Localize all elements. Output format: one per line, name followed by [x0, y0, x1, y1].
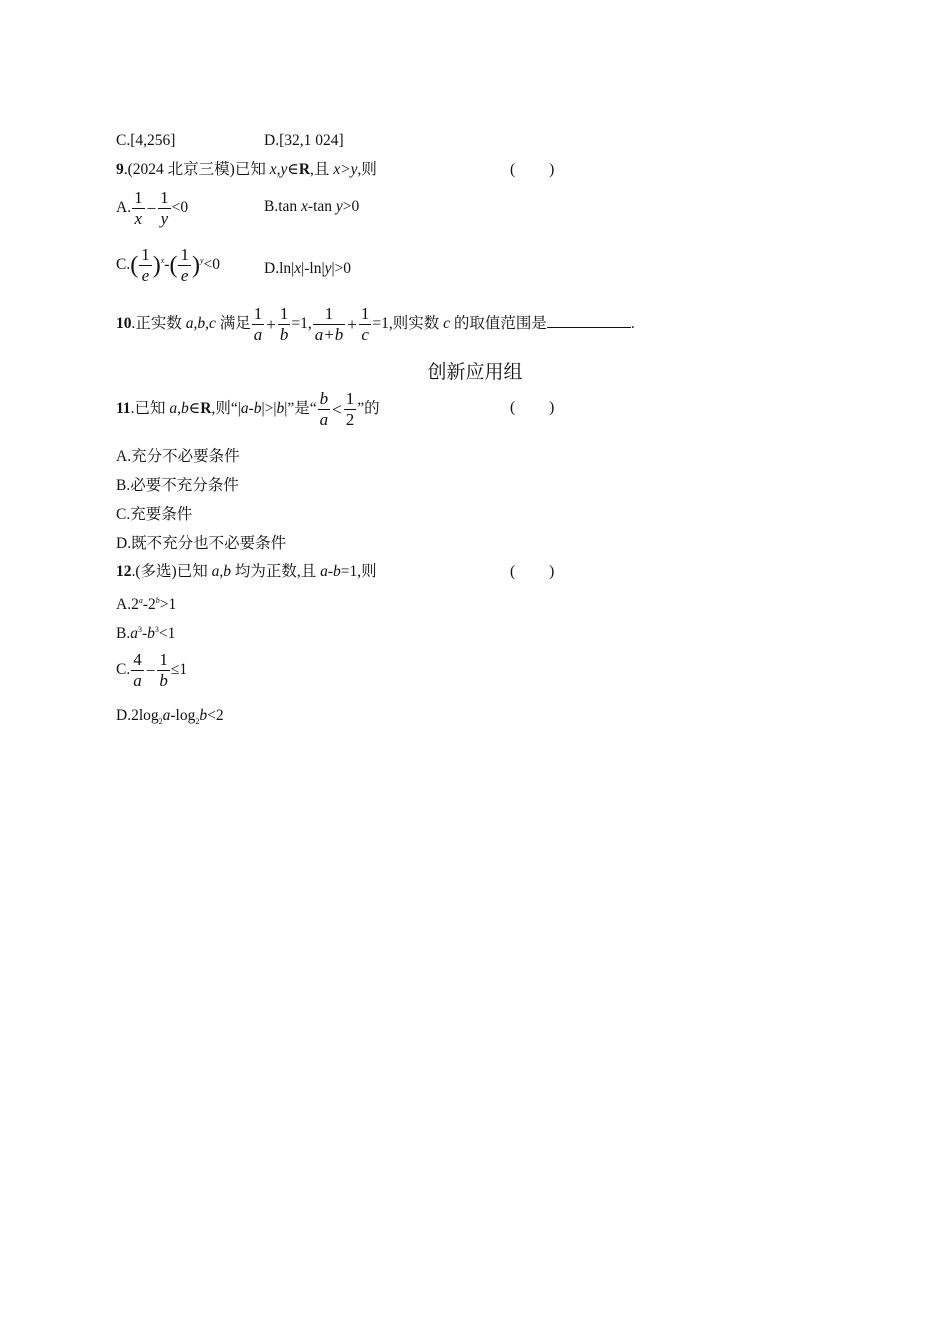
q12-stem-text: 均为正数,且	[230, 563, 321, 580]
q9-stem	[116, 160, 377, 180]
denominator: b	[159, 671, 168, 690]
q9-condition: x>y	[333, 161, 358, 178]
q8-option-c: C.[4,256]	[116, 132, 176, 149]
numerator: 1	[180, 245, 189, 264]
denominator: 2	[345, 410, 355, 429]
option-text: B.tan	[264, 198, 302, 215]
fraction	[344, 389, 357, 430]
fraction	[132, 188, 145, 229]
left-paren: (	[169, 252, 178, 279]
less-than: <	[332, 399, 342, 419]
relation: ≤1	[170, 661, 188, 679]
q11-set-r: R	[200, 400, 212, 418]
q10-stem	[116, 304, 635, 345]
denominator: a	[319, 410, 329, 429]
paren-close: )	[549, 563, 555, 580]
paren-close: )	[549, 399, 555, 416]
option-label: B.	[116, 625, 131, 643]
var-y: y	[335, 198, 343, 215]
q12-stem	[116, 562, 377, 582]
q11-stem	[116, 389, 380, 430]
exponent: 3	[154, 625, 159, 634]
relation: <2	[207, 707, 224, 724]
q12-vars: a,b	[211, 563, 231, 580]
fraction	[158, 188, 171, 229]
relation: >0	[342, 198, 360, 215]
option-label: A.	[116, 199, 132, 217]
fraction	[157, 650, 170, 691]
q11-stem-text: |”是“	[284, 400, 317, 418]
denominator: b	[279, 325, 289, 344]
relation: |>0	[331, 260, 352, 277]
q12-answer-paren[interactable]	[510, 562, 554, 582]
answer-blank[interactable]	[547, 313, 631, 328]
relation: <1	[158, 625, 176, 643]
right-paren: )	[152, 252, 161, 279]
numerator: 1	[360, 304, 370, 323]
q11-vars: a,b	[169, 400, 189, 418]
q12-stem-text: =1,则	[340, 563, 377, 580]
option-text: -2	[142, 596, 156, 614]
paren-open: (	[510, 563, 516, 580]
question-number: 12	[116, 563, 132, 580]
numerator: b	[319, 389, 329, 408]
q9-stem-mid: ,且	[310, 161, 334, 178]
fraction	[278, 304, 291, 345]
q10-vars: a,b,c	[185, 315, 216, 333]
log-base: 2	[158, 717, 163, 727]
q12-option-a	[116, 591, 176, 615]
equation-text: =1,则实数	[372, 315, 444, 333]
fraction	[131, 650, 144, 691]
q11-option-d: D.既不充分也不必要条件	[116, 535, 287, 552]
numerator: 4	[133, 650, 142, 669]
section-title: 创新应用组	[427, 361, 523, 383]
q9-vars: x,y	[269, 161, 288, 178]
q11-option-a: A.充分不必要条件	[116, 448, 240, 465]
numerator: 1	[141, 245, 150, 264]
numerator: 1	[345, 389, 355, 408]
numerator: 1	[253, 304, 263, 323]
var-x: x	[301, 198, 308, 215]
denominator: e	[180, 266, 189, 285]
var-c: c	[443, 315, 450, 333]
question-number: 11	[116, 400, 131, 418]
exponent: 3	[137, 625, 142, 634]
minus-sign: −	[146, 198, 157, 218]
period: .	[630, 315, 635, 333]
option-text: |-ln|	[301, 260, 325, 277]
left-paren: (	[130, 252, 139, 279]
q11-answer-paren[interactable]	[510, 398, 554, 418]
exponent: y	[199, 255, 204, 265]
q11-in-symbol: ∈	[188, 400, 201, 418]
q9-option-d	[264, 259, 351, 279]
numerator: 1	[313, 304, 345, 325]
q11-option-c: C.充要条件	[116, 506, 193, 523]
q11-stem-text: .已知	[130, 400, 170, 418]
fraction	[359, 304, 372, 345]
fraction	[139, 245, 152, 286]
denominator: c	[361, 325, 369, 344]
q11-option-b: B.必要不充分条件	[116, 477, 239, 494]
plus-sign: +	[266, 314, 276, 334]
q9-answer-paren[interactable]	[510, 160, 554, 180]
fraction	[313, 304, 345, 345]
q11-stem-text: ”的	[357, 400, 380, 418]
q11-stem-text: |>|	[261, 400, 277, 418]
fraction	[252, 304, 265, 345]
var-x: x	[294, 260, 302, 277]
paren-close: )	[549, 161, 555, 178]
numerator: 1	[279, 304, 289, 323]
var-a: a	[162, 707, 171, 724]
denominator: x	[134, 209, 143, 228]
q9-option-a	[116, 188, 188, 229]
question-number: 9	[116, 161, 124, 178]
denominator: a	[133, 671, 142, 690]
q10-stem-text: .正实数	[131, 315, 186, 333]
q11-abs-expr: b	[276, 400, 285, 418]
plus-sign: +	[347, 314, 357, 334]
q8-option-d: D.[32,1 024]	[264, 132, 344, 149]
var-a: a	[130, 625, 138, 643]
paren-open: (	[510, 399, 516, 416]
numerator: 1	[160, 188, 169, 207]
minus-sign: −	[145, 660, 156, 680]
relation: <0	[203, 256, 221, 274]
minus-sign: -	[141, 625, 148, 643]
exponent: b	[155, 596, 160, 605]
q11-abs-expr: a-b	[240, 400, 262, 418]
fraction	[318, 389, 331, 430]
q12-option-c	[116, 650, 187, 691]
minus-sign: -	[164, 256, 170, 274]
right-paren: )	[191, 252, 200, 279]
option-text: -log	[170, 707, 196, 724]
relation: <0	[171, 199, 189, 217]
paren-open: (	[510, 161, 516, 178]
equation-text: =1,	[291, 315, 312, 333]
option-label: C.	[116, 661, 131, 679]
denominator: a	[253, 325, 263, 344]
var-b: b	[147, 625, 155, 643]
log-base: 2	[195, 717, 200, 727]
q12-condition: a-b	[320, 563, 341, 580]
option-label: C.	[116, 256, 131, 274]
option-text: D.ln|	[264, 260, 295, 277]
q10-stem-text: 的取值范围是	[449, 315, 547, 333]
q12-option-b	[116, 620, 175, 644]
option-text: D.2log	[116, 707, 159, 724]
fraction	[178, 245, 191, 286]
relation: >1	[159, 596, 177, 614]
option-text: A.2	[116, 596, 139, 614]
denominator: y	[160, 209, 169, 228]
numerator: 1	[134, 188, 143, 207]
var-b: b	[199, 707, 208, 724]
q12-option-d	[116, 706, 224, 732]
option-text: -tan	[307, 198, 336, 215]
q9-option-b	[264, 197, 359, 217]
q9-option-c	[116, 245, 220, 286]
q9-stem-end: ,则	[357, 161, 377, 178]
denominator: e	[141, 266, 150, 285]
q9-source: .(2024 北京三模)	[123, 161, 235, 178]
numerator: 1	[159, 650, 168, 669]
q10-stem-text: 满足	[215, 315, 251, 333]
question-number: 10	[116, 315, 132, 333]
exponent: a	[138, 596, 143, 605]
var-y: y	[324, 260, 332, 277]
q9-stem-text: 已知	[234, 161, 270, 178]
q9-in-symbol: ∈	[287, 161, 299, 178]
q11-stem-text: ,则“|	[211, 400, 241, 418]
q9-set-r: R	[298, 161, 311, 178]
exponent: x	[160, 255, 165, 265]
q12-stem-text: .(多选)已知	[131, 563, 212, 580]
denominator: a+b	[314, 325, 344, 344]
